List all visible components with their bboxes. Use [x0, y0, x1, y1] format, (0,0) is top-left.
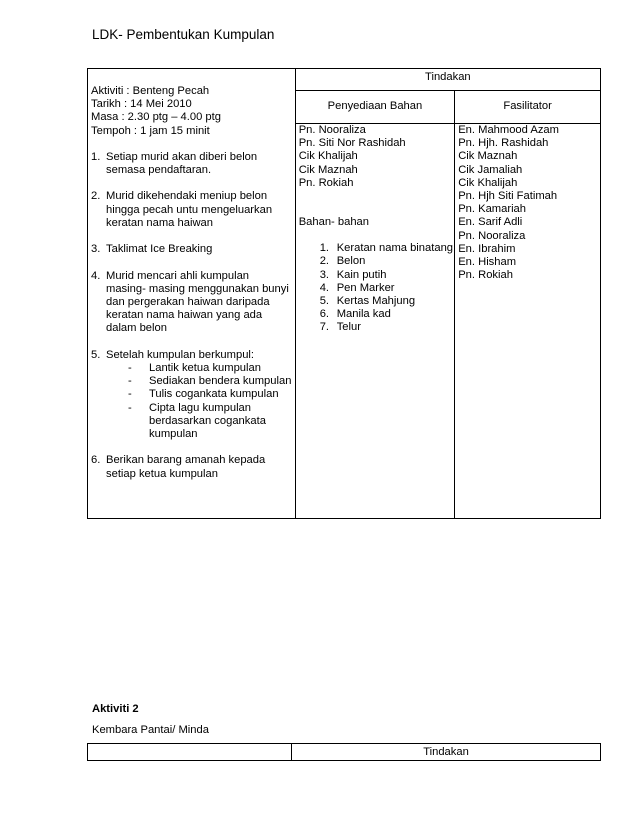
step-item — [91, 151, 292, 177]
person-name: Pn. Rokiah — [298, 176, 354, 189]
bahan-people-list — [296, 124, 455, 190]
sub-item-text: Sediakan bendera kumpulan — [149, 375, 292, 388]
bahan-number: 1. — [319, 242, 330, 255]
person-name: Cik Khalijah — [298, 150, 358, 163]
bahan-number: 3. — [319, 268, 330, 281]
step-number: 5. — [91, 348, 101, 361]
person-name: Pn. Nooraliza — [298, 124, 366, 136]
person-name: Pn. Siti Nor Rashidah — [298, 137, 406, 150]
tindakan-header: Tindakan — [295, 69, 600, 91]
activity-steps — [91, 151, 292, 481]
step-text: Murid mencari ahli kumpulan masing- masing menggunakan bunyi dan pergerakan haiwan daripada keratan nama haiwan yang ada dalam belon — [106, 269, 289, 335]
step-item — [91, 454, 292, 480]
step-text: Setelah kumpulan berkumpul: — [106, 348, 255, 361]
facilitator-name: Cik Jamaliah — [458, 163, 523, 176]
person-name: Cik Maznah — [298, 163, 358, 176]
bahan-number: 2. — [319, 255, 330, 268]
step-text: Murid dikehendaki meniup belon hingga pecah untu mengeluarkan keratan nama haiwan — [106, 190, 273, 229]
step-number: 4. — [91, 269, 101, 282]
activity-1-table — [87, 68, 601, 519]
dash-bullet: - — [128, 375, 132, 388]
bahan-list — [296, 242, 455, 334]
sub-item-text: Cipta lagu kumpulan berdasarkan cogankata kumpulan — [149, 401, 266, 440]
sub-item-text: Tulis cogankata kumpulan — [149, 388, 279, 401]
facilitator-name: En. Ibrahim — [458, 242, 516, 255]
facilitator-name: Pn. Hjh. Rashidah — [458, 137, 549, 150]
fasilitator-list — [455, 124, 600, 282]
bahan-cell — [295, 124, 455, 519]
step-item — [91, 270, 292, 336]
info-activity: Aktiviti : Benteng Pecah — [91, 85, 210, 97]
step-number: 6. — [91, 454, 101, 467]
step-5-sublist — [106, 362, 292, 441]
bahan-text: Keratan nama binatang — [336, 242, 454, 255]
bahan-item — [320, 269, 455, 282]
bahan-label: Bahan- bahan — [298, 215, 369, 228]
info-date: Tarikh : 14 Mei 2010 — [91, 98, 192, 111]
step-number: 2. — [91, 190, 101, 203]
facilitator-name: Pn. Hjh Siti Fatimah — [458, 189, 558, 202]
document-title: LDK- Pembentukan Kumpulan — [92, 27, 275, 42]
bahan-item — [320, 255, 455, 268]
facilitator-name: Cik Khalijah — [458, 176, 518, 189]
activity-info — [91, 85, 292, 138]
facilitator-name: Pn. Kamariah — [458, 203, 526, 216]
step-item — [91, 243, 292, 256]
bahan-text: Pen Marker — [336, 281, 395, 294]
bahan-item — [320, 295, 455, 308]
bahan-item — [320, 321, 455, 334]
bahan-text: Manila kad — [336, 308, 391, 321]
bahan-number: 5. — [319, 294, 330, 307]
col-header-bahan: Penyediaan Bahan — [295, 91, 455, 124]
step-text-group — [106, 349, 292, 441]
dash-bullet: - — [128, 361, 132, 374]
bahan-item — [320, 282, 455, 295]
facilitator-name: En. Mahmood Azam — [458, 124, 559, 136]
activity-2-table — [87, 743, 601, 761]
facilitator-name: Cik Maznah — [458, 150, 518, 163]
activity-2-subtitle: Kembara Pantai/ Minda — [92, 724, 209, 736]
activity-2-title: Aktiviti 2 — [92, 703, 139, 715]
step-item — [91, 190, 292, 230]
info-time: Masa : 2.30 ptg – 4.00 ptg — [91, 111, 221, 124]
bahan-text: Kertas Mahjung — [336, 294, 416, 307]
bahan-text: Telur — [336, 321, 361, 334]
sub-item — [128, 388, 292, 401]
bahan-number: 7. — [319, 321, 330, 334]
facilitator-name: En. Sarif Adli — [458, 216, 523, 229]
sub-item — [128, 402, 292, 442]
bahan-number: 4. — [319, 281, 330, 294]
activity-2-left-cell — [88, 744, 292, 761]
sub-item-text: Lantik ketua kumpulan — [149, 361, 261, 374]
bahan-item — [320, 242, 455, 255]
step-text: Setiap murid akan diberi belon semasa pendaftaran. — [106, 150, 258, 176]
bahan-text: Belon — [336, 255, 366, 268]
bahan-item — [320, 308, 455, 321]
step-text: Taklimat Ice Breaking — [106, 243, 213, 256]
activity-details-cell — [88, 69, 296, 519]
facilitator-name: Pn. Rokiah — [458, 269, 513, 282]
sub-item — [128, 375, 292, 388]
dash-bullet: - — [128, 388, 132, 401]
step-number: 1. — [91, 150, 101, 163]
dash-bullet: - — [128, 401, 132, 414]
bahan-text: Kain putih — [336, 268, 387, 281]
facilitator-name: Pn. Nooraliza — [458, 229, 526, 242]
sub-item — [128, 362, 292, 375]
bahan-number: 6. — [319, 308, 330, 321]
activity-2-tindakan-header: Tindakan — [292, 744, 601, 761]
col-header-fasilitator: Fasilitator — [455, 91, 601, 124]
step-item — [91, 349, 292, 441]
facilitator-name: En. Hisham — [458, 255, 517, 268]
step-number: 3. — [91, 243, 101, 256]
step-text: Berikan barang amanah kepada setiap ketua kumpulan — [106, 454, 266, 480]
fasilitator-cell — [455, 124, 601, 519]
info-duration: Tempoh : 1 jam 15 minit — [91, 124, 210, 137]
